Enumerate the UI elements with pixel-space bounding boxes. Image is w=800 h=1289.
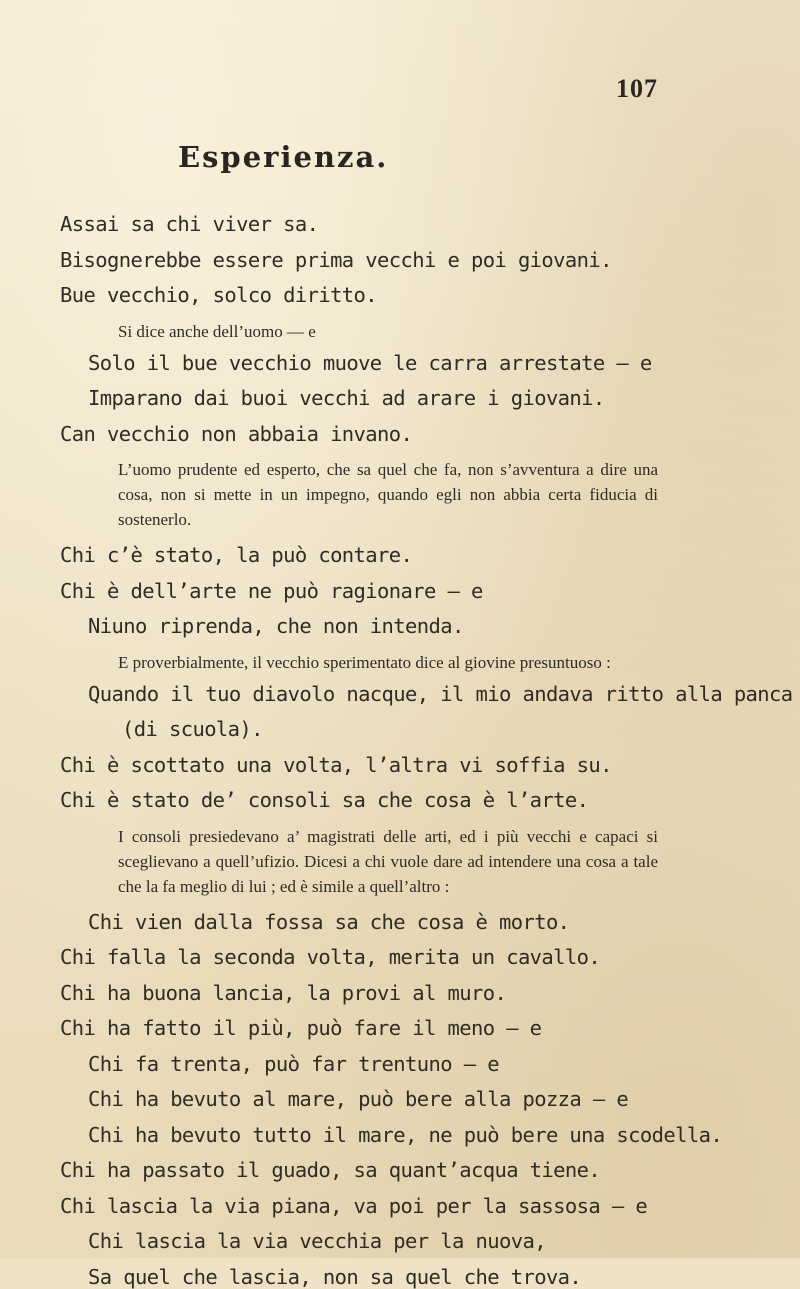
- proverb-line: Quando il tuo diavolo nacque, il mio andava ritto alla panca: [88, 682, 793, 706]
- proverb-line: (di scuola).: [122, 717, 263, 741]
- proverb-line: Chi ha buona lancia, la provi al muro.: [60, 981, 507, 1005]
- proverb-line: Bue vecchio, solco diritto.: [60, 283, 378, 307]
- proverb-line: Bisognerebbe essere prima vecchi e poi giovani.: [60, 248, 612, 272]
- proverb-line: Chi ha passato il guado, sa quant’acqua tiene.: [60, 1158, 601, 1182]
- proverb-line: Chi ha bevuto al mare, può bere alla pozza — e: [88, 1087, 629, 1111]
- commentary-note: E proverbialmente, il vecchio sperimentato dice al giovine presuntuoso :: [118, 653, 611, 672]
- commentary-note: I consoli presiedevano a’ magistrati delle arti, ed i più vecchi e capaci si sceglievano a quell’ufizio. Dicesi a chi vuole dare ad intendere una cosa a tale che la fa meglio di lui ; ed è simile a quell’altro :: [118, 827, 658, 896]
- proverb-line: Solo il bue vecchio muove le carra arrestate — e: [88, 351, 652, 375]
- proverb-line: Chi falla la seconda volta, merita un cavallo.: [60, 945, 601, 969]
- commentary-note: Si dice anche dell’uomo — e: [118, 322, 316, 341]
- proverb-line: Can vecchio non abbaia invano.: [60, 422, 413, 446]
- proverb-line: Chi vien dalla fossa sa che cosa è morto.: [88, 910, 570, 934]
- proverb-line: Sa quel che lascia, non sa quel che trova.: [88, 1265, 582, 1289]
- proverb-line: Assai sa chi viver sa.: [60, 212, 319, 236]
- proverb-line: Imparano dai buoi vecchi ad arare i giovani.: [88, 386, 605, 410]
- proverb-line: Chi è scottato una volta, l’altra vi soffia su.: [60, 753, 612, 777]
- proverb-line: Chi lascia la via piana, va poi per la sassosa — e: [60, 1194, 648, 1218]
- proverb-line: Chi c’è stato, la può contare.: [60, 543, 413, 567]
- proverb-line: Chi è dell’arte ne può ragionare — e: [60, 579, 483, 603]
- chapter-title: Esperienza.: [178, 140, 389, 174]
- proverb-line: Chi lascia la via vecchia per la nuova,: [88, 1229, 546, 1253]
- proverb-line: Niuno riprenda, che non intenda.: [88, 614, 464, 638]
- proverb-line: Chi fa trenta, può far trentuno — e: [88, 1052, 499, 1076]
- proverb-line: Chi ha fatto il più, può fare il meno — e: [60, 1016, 542, 1040]
- page-number: 107: [616, 74, 658, 103]
- proverb-line: Chi ha bevuto tutto il mare, ne può bere una scodella.: [88, 1123, 723, 1147]
- proverb-line: Chi è stato de’ consoli sa che cosa è l’arte.: [60, 788, 589, 812]
- commentary-note: L’uomo prudente ed esperto, che sa quel che fa, non s’avventura a dire una cosa, non si mette in un impegno, quando egli non abbia certa fiducia di sostenerlo.: [118, 460, 658, 529]
